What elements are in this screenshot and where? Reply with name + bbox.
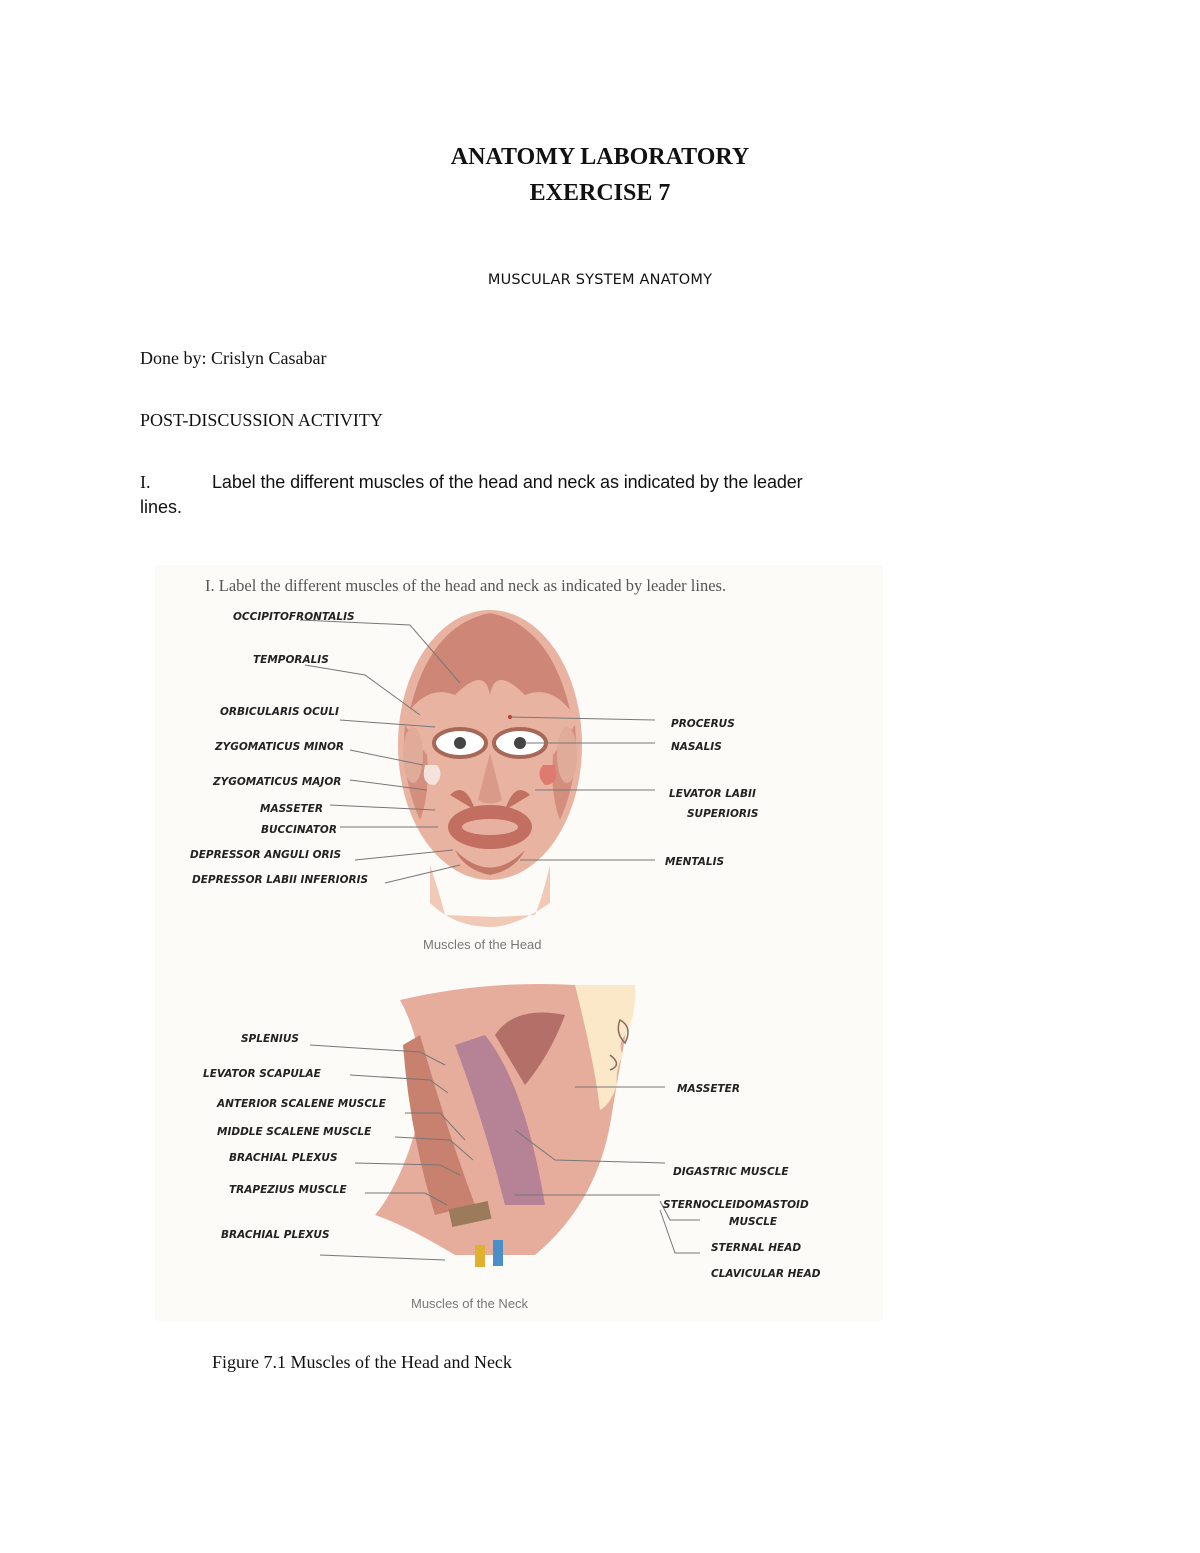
left-ear [403, 727, 423, 783]
head-labels-left [190, 611, 368, 886]
label-sternocleidomastoid: STERNOCLEIDOMASTOID [663, 1199, 809, 1211]
anatomy-figure-svg [155, 565, 883, 1321]
right-ear [557, 727, 577, 783]
vein-blue [493, 1240, 503, 1266]
label-superioris: SUPERIORIS [687, 808, 759, 820]
label-occipitofrontalis: OCCIPITOFRONTALIS [233, 611, 355, 623]
neck-labels-right [663, 1083, 821, 1280]
label-depressor-labii-inferioris: DEPRESSOR LABII INFERIORIS [192, 874, 369, 886]
neck-labels-left [203, 1033, 387, 1241]
label-nasalis: NASALIS [671, 741, 722, 753]
label-depressor-anguli-oris: DEPRESSOR ANGULI ORIS [190, 849, 342, 861]
question-text: Label the different muscles of the head and neck as indicated by the leader [212, 472, 803, 492]
figure-instruction: I. Label the different muscles of the head and neck as indicated by leader lines. [205, 576, 727, 595]
label-levator-scapulae: LEVATOR SCAPULAE [203, 1068, 321, 1080]
label-clavicular-head: CLAVICULAR HEAD [711, 1268, 821, 1280]
question-number: I. [140, 472, 151, 492]
document-subtitle: MUSCULAR SYSTEM ANATOMY [487, 272, 713, 288]
label-masseter-neck: MASSETER [677, 1083, 740, 1095]
mouth [462, 819, 518, 835]
label-masseter: MASSETER [260, 803, 323, 815]
author-line: Done by: Crislyn Casabar [140, 348, 327, 368]
head-labels-right [665, 718, 758, 868]
label-mentalis: MENTALIS [665, 856, 725, 868]
right-pupil [514, 737, 526, 749]
neck-caption: Muscles of the Neck [411, 1296, 529, 1311]
left-pupil [454, 737, 466, 749]
section-heading: POST-DISCUSSION ACTIVITY [140, 410, 383, 430]
label-brachial-plexus-lower: BRACHIAL PLEXUS [221, 1229, 330, 1241]
label-brachial-plexus-upper: BRACHIAL PLEXUS [229, 1152, 338, 1164]
anatomy-figure [155, 565, 883, 1321]
label-scm-muscle: MUSCLE [729, 1216, 778, 1228]
label-orbicularis-oculi: ORBICULARIS OCULI [220, 706, 339, 718]
head-caption: Muscles of the Head [423, 937, 542, 952]
head-illustration [398, 610, 582, 927]
label-sternal-head: STERNAL HEAD [711, 1242, 802, 1254]
label-middle-scalene: MIDDLE SCALENE MUSCLE [217, 1126, 372, 1138]
label-zygomaticus-major: ZYGOMATICUS MAJOR [213, 776, 342, 788]
question-text-continuation: lines. [140, 497, 183, 517]
label-temporalis: TEMPORALIS [253, 654, 329, 666]
label-trapezius: TRAPEZIUS MUSCLE [229, 1184, 347, 1196]
document-title: ANATOMY LABORATORY [450, 144, 750, 170]
exercise-number: EXERCISE 7 [529, 180, 671, 206]
label-splenius: SPLENIUS [241, 1033, 299, 1045]
label-buccinator: BUCCINATOR [261, 824, 337, 836]
label-levator-labii: LEVATOR LABII [669, 788, 756, 800]
label-anterior-scalene: ANTERIOR SCALENE MUSCLE [217, 1098, 386, 1110]
label-zygomaticus-minor: ZYGOMATICUS MINOR [215, 741, 345, 753]
label-procerus: PROCERUS [671, 718, 735, 730]
figure-caption: Figure 7.1 Muscles of the Head and Neck [212, 1352, 512, 1372]
plexus-yellow [475, 1245, 485, 1267]
label-digastric: DIGASTRIC MUSCLE [673, 1166, 789, 1178]
neck-illustration [375, 984, 635, 1267]
